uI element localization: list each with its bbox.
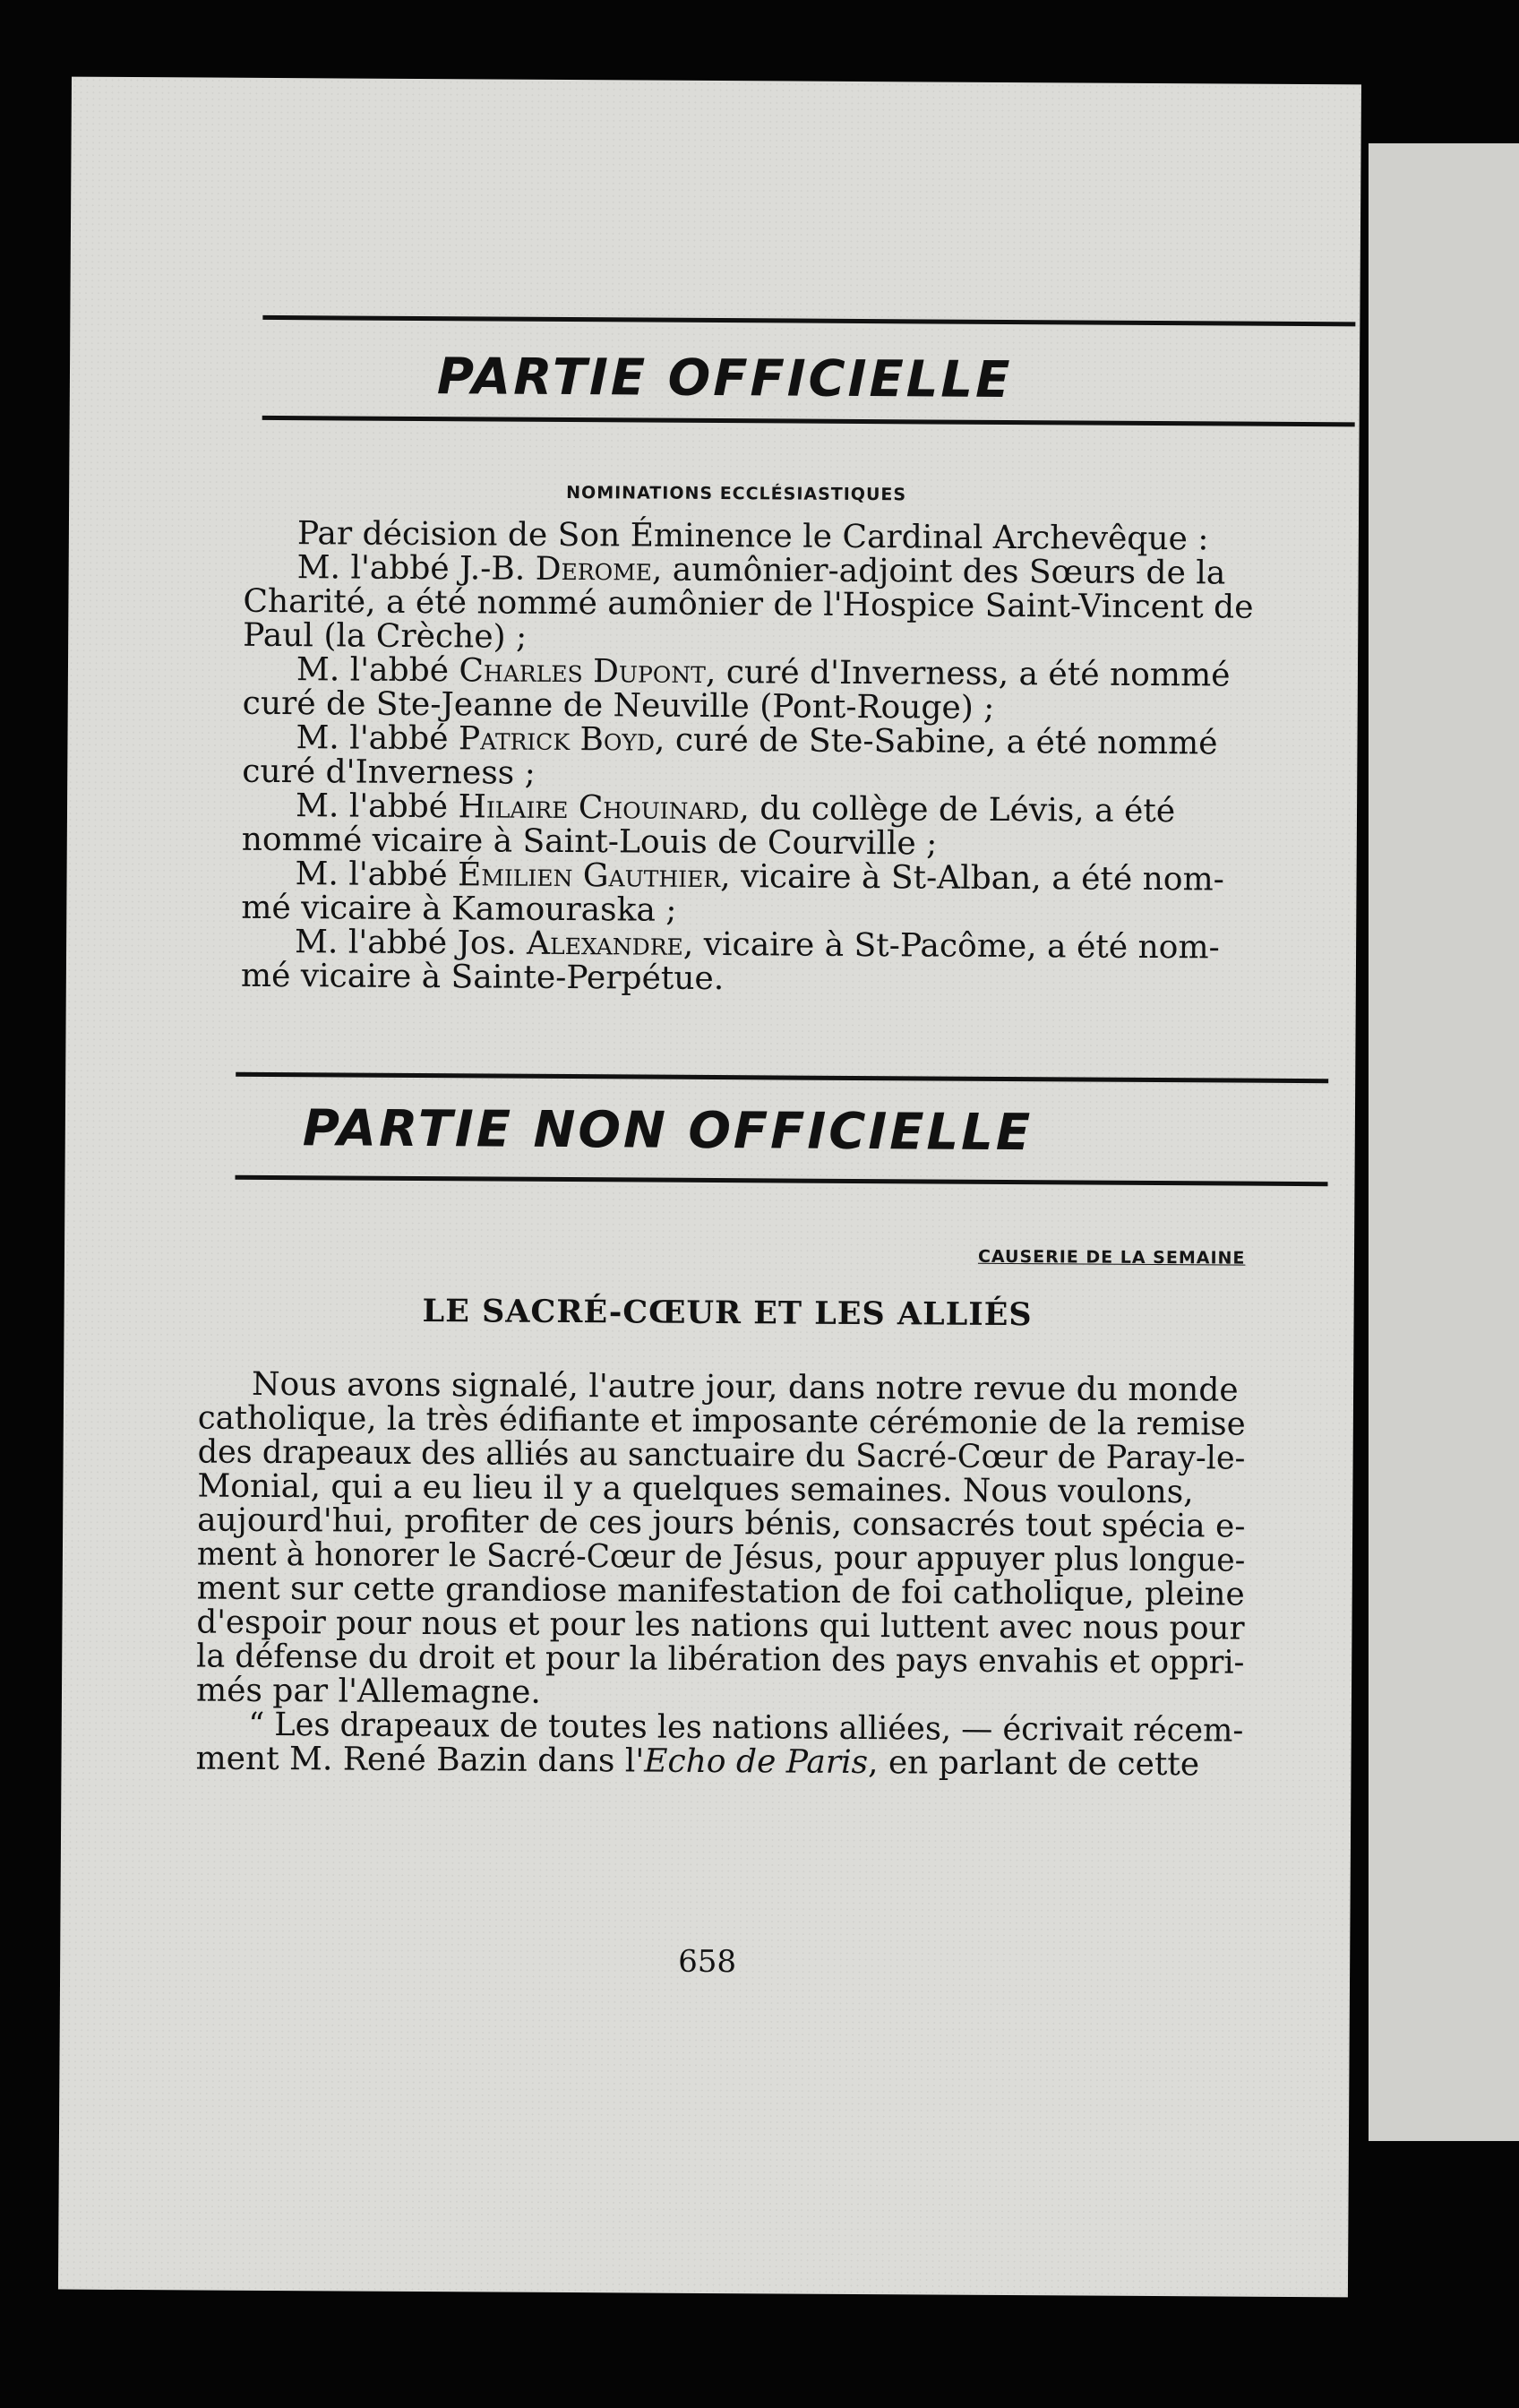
- text-line: ment M. René Bazin dans l'Echo de Paris, en parlant de cette: [195, 1740, 1200, 1784]
- text-line: mé vicaire à Kamouraska ;: [241, 889, 677, 929]
- official-heading: PARTIE OFFICIELLE: [436, 348, 1013, 410]
- adjacent-page-edge: [1369, 143, 1519, 2141]
- nominations-text: [241, 517, 1265, 1000]
- text-line: catholique, la très édifiante et imposante cérémonie de la remise: [197, 1399, 1246, 1443]
- text-line: M. l'abbé Hilaire Chouinard, du collège de Lévis, a été: [295, 787, 1176, 830]
- text-line: Monial, qui a eu lieu il y a quelques semaines. Nous voulons,: [197, 1467, 1194, 1511]
- text-line: Paul (la Crèche) ;: [243, 616, 528, 656]
- text-line: curé de Ste-Jeanne de Neuville (Pont-Rouge) ;: [242, 684, 995, 727]
- causerie-rubric: CAUSERIE DE LA SEMAINE: [977, 1246, 1246, 1268]
- text-line: M. l'abbé Émilien Gauthier, vicaire à St-Alban, a été nom-: [295, 856, 1224, 899]
- text-line: M. l'abbé Jos. Alexandre, vicaire à St-Pacôme, a été nom-: [294, 924, 1220, 967]
- text-line: des drapeaux des alliés au sanctuaire du Sacré-Cœur de Paray-le-: [197, 1433, 1246, 1477]
- text-line: Nous avons signalé, l'autre jour, dans notre revue du monde: [251, 1365, 1239, 1409]
- article-title: LE SACRÉ-CŒUR ET LES ALLIÉS: [422, 1293, 1033, 1334]
- text-line: Par décision de Son Éminence le Cardinal Archevêque :: [296, 515, 1209, 558]
- text-line: M. l'abbé Charles Dupont, curé d'Inverness, a été nommé: [296, 651, 1231, 694]
- text-line: Charité, a été nommé aumônier de l'Hospice Saint-Vincent de: [243, 582, 1254, 626]
- article-text: [195, 1367, 1246, 1782]
- text-line: “ Les drapeaux de toutes les nations alliées, — écrivait récem-: [248, 1706, 1244, 1750]
- text-line: M. l'abbé Patrick Boyd, curé de Ste-Sabine, a été nommé: [296, 719, 1218, 762]
- text-line: ment à honorer le Sacré-Cœur de Jésus, pour appuyer plus longue-: [196, 1535, 1246, 1579]
- text-line: la défense du droit et pour la libération des pays envahis et oppri-: [196, 1638, 1245, 1681]
- text-line: més par l'Allemagne.: [195, 1672, 541, 1711]
- text-line: M. l'abbé J.-B. Derome, aumônier-adjoint des Sœurs de la: [296, 549, 1226, 592]
- rule-bottom-non-official: [235, 1175, 1327, 1186]
- text-line: curé d'Inverness ;: [242, 752, 536, 792]
- document-page: [58, 77, 1361, 2298]
- rule-top-official: [262, 315, 1355, 326]
- page-number: 658: [678, 1943, 737, 1981]
- text-line: ment sur cette grandiose manifestation de foi catholique, pleine: [196, 1570, 1245, 1613]
- nominations-subheading: NOMINATIONS ECCLÉSIASTIQUES: [566, 482, 907, 505]
- text-line: nommé vicaire à Saint-Louis de Courville ;: [241, 821, 938, 863]
- text-line: mé vicaire à Sainte-Perpétue.: [240, 957, 725, 998]
- text-line: d'espoir pour nous et pour les nations qui luttent avec nous pour: [196, 1604, 1245, 1647]
- rule-top-non-official: [236, 1072, 1328, 1083]
- non-official-heading: PARTIE NON OFFICIELLE: [302, 1099, 1034, 1163]
- text-line: aujourd'hui, profiter de ces jours bénis, consacrés tout spécia e-: [197, 1501, 1246, 1545]
- rule-bottom-official: [262, 416, 1355, 426]
